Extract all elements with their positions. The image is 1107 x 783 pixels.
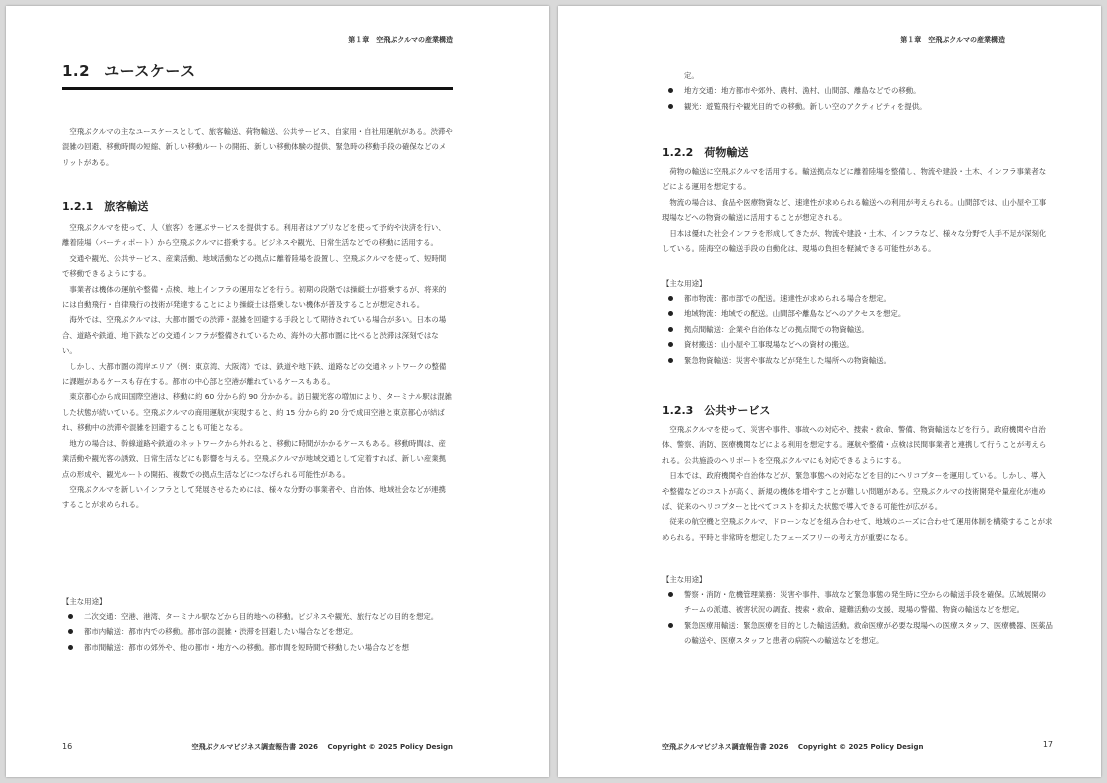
- list-item: 警察・消防・危機管理業務：災害や事件、事故など緊急事態の発生時に空からの輸送手段を確保。広域展開のチームの派遣、被害状況の調査、捜索・救命、避難活動の支援、現場の警備、物資の輸送などを想定。: [662, 587, 1053, 618]
- subsection-number: 1.2.1: [62, 200, 94, 213]
- subsection-title: 公共サービス: [704, 404, 771, 417]
- subsection-heading: [62, 198, 453, 214]
- uses-label: 【主な用途】: [662, 575, 707, 584]
- paragraph: 日本では、政府機関や自治体などが、緊急事態への対応などを目的にヘリコプターを運用している。しかし、導入や整備などのコストが高く、新規の機体を増やすことが難しい問題がある。空飛ぶクルマの技術開発や量産化が進めば、従来のヘリコプターと比べてコストを抑えた状態で導入できる可能性が広がる。: [662, 471, 1046, 512]
- page-left: [6, 6, 549, 777]
- list-item: 拠点間輸送：企業や自治体などの拠点間での物資輸送。: [662, 322, 1053, 337]
- subsection-number: 1.2.2: [662, 146, 694, 159]
- paragraph: 荷物の輸送に空飛ぶクルマを活用する。輸送拠点などに離着陸場を整備し、物流や建設・土木、インフラ事業者などによる運用を想定する。: [662, 167, 1047, 192]
- uses-label: 【主な用途】: [62, 597, 107, 606]
- list-item: 都市内輸送：都市内での移動。都市部の混雑・渋滞を回避したい場合などを想定。: [62, 624, 453, 639]
- subsection-body: [62, 220, 453, 513]
- running-head: 第１章 空飛ぶクルマの産業構造: [348, 36, 453, 44]
- subsection-heading: [662, 144, 1053, 160]
- list-item: 観光：遊覧飛行や観光目的での移動。新しい空のアクティビティを提供。: [662, 99, 1053, 114]
- paragraph: しかし、大都市圏の湾岸エリア（例：東京湾、大阪湾）では、鉄道や地下鉄、道路などの交通ネットワークの整備に課題があるケースも存在する。都市の中心部と空港が離れているケースもある。: [62, 361, 447, 387]
- section-title: [62, 60, 453, 90]
- subsection-heading: [662, 402, 1053, 418]
- paragraph: 地方の場合は、幹線道路や鉄道のネットワークから外れると、移動に時間がかかるケースもある。移動時間は、産業活動や観光客の誘致、日常生活などにも影響を与える。空飛ぶクルマが地域交通として定着すれば、新しい産業拠点の形成や、観光ルートの開拓、複数での拠点生活などにつなげられる可能性がある。: [62, 438, 447, 479]
- list-item: 資材搬送：山小屋や工事現場などへの資材の搬送。: [662, 337, 1053, 352]
- section-number: 1.2: [62, 62, 91, 80]
- page-number: 16: [62, 742, 73, 751]
- subsection-title: 荷物輸送: [704, 146, 749, 159]
- continued-list: [662, 68, 1053, 114]
- uses-block: [62, 594, 453, 655]
- paragraph: 日本は優れた社会インフラを形成してきたが、物流や建設・土木、インフラなど、様々な分野で人手不足が深刻化している。陸海空の輸送手段の自動化は、現場の負担を軽減できる可能性がある。: [662, 228, 1047, 254]
- paragraph: 事業者は機体の運航や整備・点検、地上インフラの運用などを行う。初期の段階では操縦士が搭乗するが、将来的には自動飛行・自律飛行の技術が発達することにより操縦士は搭乗しない機体が普及することが想定される。: [62, 284, 447, 310]
- uses-list: [662, 291, 1053, 368]
- list-item: 地域物流：地域での配送。山間部や離島などへのアクセスを想定。: [662, 306, 1053, 321]
- page-right: [558, 6, 1101, 777]
- list-item: 地方交通：地方都市や郊外、農村、漁村、山間部、離島などでの移動。: [662, 83, 1053, 98]
- list-item: 二次交通：空港、港湾、ターミナル駅などから目的地への移動。ビジネスや観光、旅行などの目的を想定。: [62, 609, 453, 624]
- list-item-continued: 定。: [684, 71, 699, 80]
- paragraph: 東京都心から成田国際空港は、移動に約 60 分から約 90 分かかる。訪日観光客の増加により、ターミナル駅は混雑した状態が続いている。空飛ぶクルマの商用運航が実現すると、約 15 分から約 20 分で成田空港と東京都心が結ばれ、移動中の渋滞や混雑を回避することも可能となる。: [62, 392, 452, 433]
- paragraph: 従来の航空機と空飛ぶクルマ、ドローンなどを組み合わせて、地域のニーズに合わせて運用体制を構築することが求められる。平時と非常時を想定したフェーズフリーの考え方が重要になる。: [662, 517, 1053, 542]
- uses-list: [662, 587, 1053, 649]
- page-number: 17: [1042, 740, 1053, 749]
- intro-block: [62, 124, 453, 170]
- paragraph: 空飛ぶクルマを使って、人（旅客）を運ぶサービスを提供する。利用者はアプリなどを使って予約や決済を行い、離着陸場（バーティポート）から空飛ぶクルマに搭乗する。ビジネスや観光、日常生活などでの移動に活用する。: [62, 223, 446, 248]
- footer-text: 空飛ぶクルマビジネス調査報告書 2026 Copyright © 2025 Policy Design: [191, 743, 453, 751]
- subsection-body: [662, 422, 1053, 545]
- list-item: 緊急物資輸送：災害や事故などが発生した場所への物資輸送。: [662, 353, 1053, 368]
- paragraph: 空飛ぶクルマを新しいインフラとして発展させるためには、様々な分野の事業者や、自治体、地域社会などが連携することが求められる。: [62, 484, 446, 510]
- intro-paragraph: 空飛ぶクルマの主なユースケースとして、旅客輸送、荷物輸送、公共サービス、自家用・自社用運航がある。渋滞や混雑の回避、移動時間の短縮、新しい移動ルートの開拓、新しい移動体験の提供、緊急時の移動手段の確保などのメリットがある。: [62, 127, 453, 167]
- footer-text: 空飛ぶクルマビジネス調査報告書 2026 Copyright © 2025 Policy Design: [662, 743, 924, 751]
- paragraph: 海外では、空飛ぶクルマは、大都市圏での渋滞・混雑を回避する手段として期待されている場合が多い。日本の場合、道路や鉄道、地下鉄などの交通インフラが整備されているため、海外の大都市圏に比べると渋滞は深刻ではない。: [62, 315, 447, 356]
- uses-block: [662, 276, 1053, 368]
- list-item: 緊急医療用輸送：緊急医療を目的とした輸送活動。救命医療が必要な現場への医療スタッフ、医療機器、医薬品の輸送や、医療スタッフと患者の病院への輸送などを想定。: [662, 618, 1053, 649]
- paragraph: 物流の場合は、食品や医療物資など、速達性が求められる輸送への利用が考えられる。山間部では、山小屋や工事現場などへの物資の輸送に活用することが想定される。: [662, 197, 1047, 223]
- paragraph: 交通や観光、公共サービス、産業活動、地域活動などの拠点に離着陸場を設置し、空飛ぶクルマを使って、短時間で移動できるようにする。: [62, 253, 447, 279]
- list-item: 都市物流：都市部での配送。速達性が求められる場合を想定。: [662, 291, 1053, 306]
- running-head: 第１章 空飛ぶクルマの産業構造: [900, 36, 1005, 44]
- subsection-title: 旅客輸送: [104, 200, 149, 213]
- uses-label: 【主な用途】: [662, 279, 707, 288]
- uses-list: [62, 609, 453, 655]
- subsection-number: 1.2.3: [662, 404, 694, 417]
- paragraph: 空飛ぶクルマを使って、災害や事件、事故への対応や、捜索・救命、警備、物資輸送などを行う。政府機関や自治体、警察、消防、医療機関などによる利用を想定する。運航や整備・点検は民間事業者と連携して行うことが考えられる。公共施設のヘリポートを空飛ぶクルマにも対応できるようにする。: [662, 425, 1047, 465]
- list-item: 都市間輸送：都市の郊外や、他の都市・地方への移動。都市間を短時間で移動したい場合などを想: [62, 640, 453, 655]
- uses-block: [662, 572, 1053, 649]
- uses-list-continued: [662, 68, 1053, 114]
- subsection-body: [662, 164, 1053, 256]
- section-title-text: ユースケース: [104, 62, 196, 80]
